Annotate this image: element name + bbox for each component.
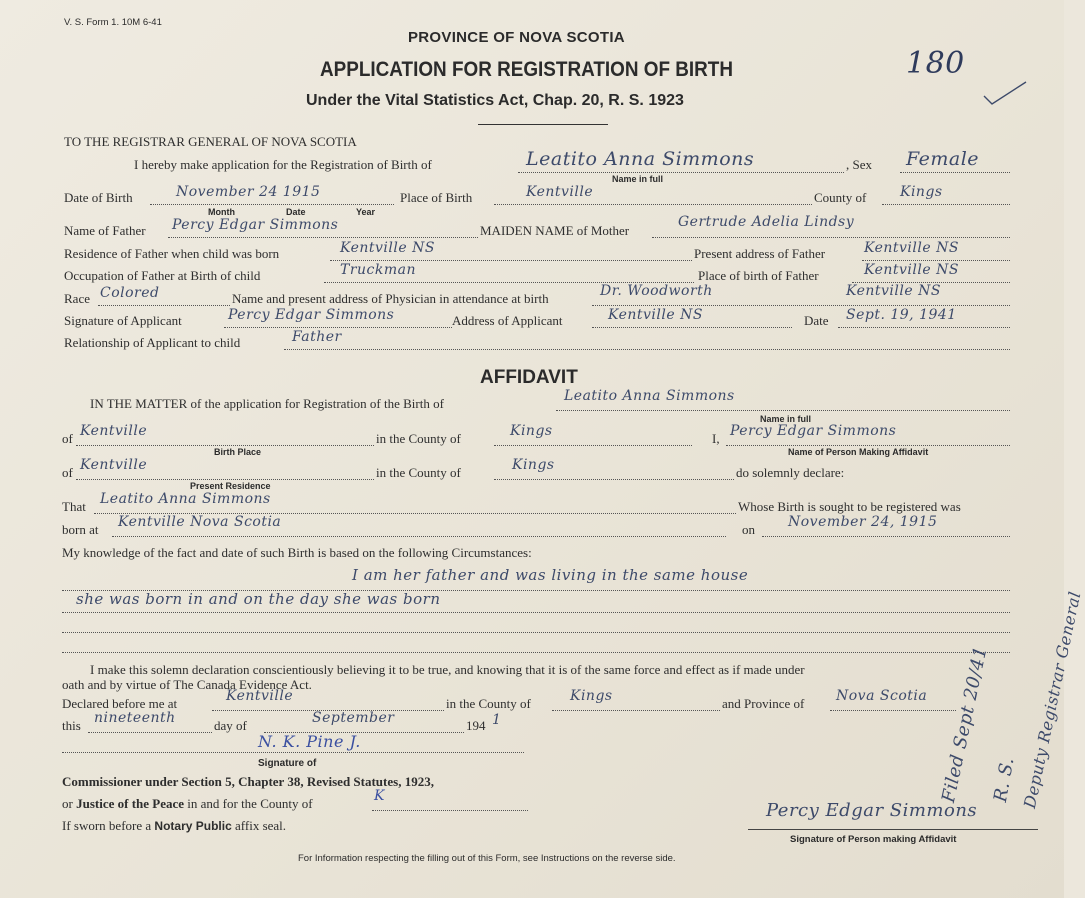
name-in-full-label: Name in full (612, 174, 664, 184)
occupation-value: Truckman (340, 262, 417, 278)
year-suffix: 1 (492, 712, 502, 728)
circumstance-value-1: I am her father and was living in the same house (352, 566, 749, 584)
month-label: Month (208, 207, 235, 217)
born-at-value: Kentville Nova Scotia (118, 514, 282, 530)
declaration-line-2: oath and by virtue of The Canada Evidence Act. (62, 677, 312, 692)
mother-line (652, 237, 1010, 238)
declared-place-value: Kentville (226, 688, 294, 704)
county-value: Kings (900, 184, 943, 200)
declared-county-value: Kings (570, 688, 613, 704)
on-label: on (742, 522, 755, 537)
commissioner-signature-value: N. K. Pine J. (258, 732, 361, 751)
county-line (882, 204, 1010, 205)
intro-label: I hereby make application for the Registration of Birth of (134, 157, 432, 172)
form-number: V. S. Form 1. 10M 6-41 (64, 17, 162, 28)
sex-value: Female (906, 148, 980, 170)
that-label: That (62, 499, 86, 514)
residence-county-line (494, 479, 734, 480)
affiant-line (726, 445, 1010, 446)
margin-note-filed: Filed Sept 20/41 (938, 644, 992, 805)
declare-label: do solemnly declare: (736, 465, 845, 480)
present-address-label: Present address of Father (694, 246, 826, 261)
child-name-line (518, 172, 844, 173)
justice-bold: Justice of the Peace (76, 796, 185, 811)
day-of-label: day of (214, 718, 247, 733)
header-rule (478, 124, 608, 125)
born-on-value: November 24, 1915 (788, 514, 938, 530)
relationship-label: Relationship of Applicant to child (64, 335, 241, 350)
father-line (168, 237, 478, 238)
matter-label: IN THE MATTER of the application for Registration of the Birth of (90, 396, 444, 411)
place-of-birth-value: Kentville (526, 184, 594, 200)
year-prefix: 194 (466, 718, 486, 733)
mother-value: Gertrude Adelia Lindsy (678, 214, 855, 230)
dob-value: November 24 1915 (176, 184, 321, 200)
affidavit-heading: AFFIDAVIT (480, 367, 578, 388)
affiant-signature-label: Signature of Person making Affidavit (790, 834, 957, 845)
justice-suffix: in and for the County of (187, 796, 313, 811)
signature-label: Signature of Applicant (64, 313, 182, 328)
this-label: this (62, 718, 81, 733)
to-registrar-line: TO THE REGISTRAR GENERAL OF NOVA SCOTIA (64, 134, 357, 149)
mother-label: MAIDEN NAME of Mother (480, 223, 630, 238)
justice-county-line (372, 810, 528, 811)
checkmark-icon (980, 78, 1030, 108)
circumstance-line-3 (62, 632, 1010, 633)
birth-place-label: Birth Place (214, 447, 262, 457)
father-birthplace-value: Kentville NS (864, 262, 959, 278)
county-label: County of (814, 190, 867, 205)
province-line (830, 710, 956, 711)
day-line (88, 732, 212, 733)
in-county-label: in the County of (376, 431, 461, 446)
day-value: nineteenth (94, 710, 176, 726)
race-value: Colored (100, 285, 160, 301)
dob-line (150, 204, 394, 205)
province-value: Nova Scotia (836, 688, 928, 704)
justice-county-value: K (374, 788, 385, 804)
declared-label: Declared before me at (62, 696, 178, 711)
signature-line (224, 327, 452, 328)
address-line (592, 327, 792, 328)
province-heading: PROVINCE OF NOVA SCOTIA (408, 29, 625, 46)
i-label: I, (712, 431, 720, 446)
physician-line (592, 305, 1010, 306)
sex-label: , Sex (846, 157, 872, 172)
aff-name-in-full-label: Name in full (760, 414, 812, 424)
address-label: Address of Applicant (452, 313, 563, 328)
circumstance-value-2: she was born in and on the day she was born (76, 590, 441, 608)
affiant-signature-rule (748, 829, 1038, 830)
that-name-value: Leatito Anna Simmons (100, 491, 271, 507)
declaration-line-1: I make this solemn declaration conscientiously believing it to be true, and knowing that it is of the same force and effect as if made under (90, 662, 805, 677)
date-value: Sept. 19, 1941 (846, 307, 957, 323)
date-line (838, 327, 1010, 328)
present-address-line (862, 260, 1010, 261)
born-on-line (762, 536, 1010, 537)
margin-note-deputy: Deputy Registrar General (1020, 589, 1085, 810)
father-label: Name of Father (64, 223, 146, 238)
father-value: Percy Edgar Simmons (172, 217, 339, 233)
birth-county-value: Kings (510, 423, 553, 439)
whose-label: Whose Birth is sought to be registered was (738, 499, 961, 514)
in-county-label-2: in the County of (376, 465, 461, 480)
affiant-signature-value: Percy Edgar Simmons (766, 800, 978, 821)
justice-line (62, 796, 313, 812)
circumstance-line-4 (62, 652, 1010, 653)
father-birthplace-label: Place of birth of Father (698, 268, 819, 283)
affiant-value: Percy Edgar Simmons (730, 423, 897, 439)
date-label: Date (804, 313, 829, 328)
born-at-label: born at (62, 522, 99, 537)
dob-label: Date of Birth (64, 190, 133, 205)
relationship-line (284, 349, 1010, 350)
residence-label: Residence of Father when child was born (64, 246, 280, 261)
present-residence-value: Kentville (80, 457, 148, 473)
form-subtitle: Under the Vital Statistics Act, Chap. 20, R. S. 1923 (306, 92, 684, 109)
child-name-value: Leatito Anna Simmons (526, 148, 755, 170)
physician-value: Dr. Woodworth (600, 283, 713, 299)
notary-bold: Notary Public (154, 819, 232, 833)
knowledge-label: My knowledge of the fact and date of such Birth is based on the following Circumstances: (62, 545, 532, 560)
commissioner-text: Commissioner under Section 5, Chapter 38, Revised Statutes, 1923, (62, 774, 434, 789)
birth-place-value: Kentville (80, 423, 148, 439)
physician-address-value: Kentville NS (846, 283, 941, 299)
commissioner-signature-line (62, 752, 524, 753)
place-of-birth-label: Place of Birth (400, 190, 473, 205)
notary-line (62, 818, 286, 834)
relationship-value: Father (292, 329, 342, 345)
present-residence-line (76, 479, 374, 480)
affiant-label: Name of Person Making Affidavit (788, 447, 929, 457)
of-label-2: of (62, 465, 73, 480)
circumstance-line-2 (62, 612, 1010, 613)
file-number: 180 (906, 46, 965, 81)
born-at-line (112, 536, 726, 537)
signature-of-label: Signature of (258, 758, 317, 769)
notary-prefix: If sworn before a (62, 818, 152, 833)
of-label: of (62, 431, 73, 446)
occupation-label: Occupation of Father at Birth of child (64, 268, 261, 283)
form-title: APPLICATION FOR REGISTRATION OF BIRTH (320, 58, 733, 81)
month-value: September (312, 710, 395, 726)
matter-name-value: Leatito Anna Simmons (564, 388, 735, 404)
residence-county-value: Kings (512, 457, 555, 473)
year-label: Year (356, 207, 376, 217)
footer-note: For Information respecting the filling out of this Form, see Instructions on the reverse side. (298, 853, 676, 864)
declared-county-label: in the County of (446, 696, 531, 711)
present-address-value: Kentville NS (864, 240, 959, 256)
signature-value: Percy Edgar Simmons (228, 307, 395, 323)
birth-place-line (76, 445, 374, 446)
justice-prefix: or (62, 796, 73, 811)
race-line (98, 305, 230, 306)
present-residence-label: Present Residence (190, 481, 271, 491)
sex-line (900, 172, 1010, 173)
matter-line (556, 410, 1010, 411)
place-of-birth-line (494, 204, 812, 205)
residence-value: Kentville NS (340, 240, 435, 256)
address-value: Kentville NS (608, 307, 703, 323)
date-label: Date (286, 207, 306, 217)
province-label: and Province of (722, 696, 805, 711)
notary-suffix: affix seal. (235, 818, 287, 833)
race-label: Race (64, 291, 90, 306)
birth-county-line (494, 445, 692, 446)
physician-label: Name and present address of Physician in attendance at birth (232, 291, 549, 306)
declared-county-line (552, 710, 720, 711)
margin-note-initials: R. S. (990, 755, 1019, 804)
residence-line (330, 260, 692, 261)
